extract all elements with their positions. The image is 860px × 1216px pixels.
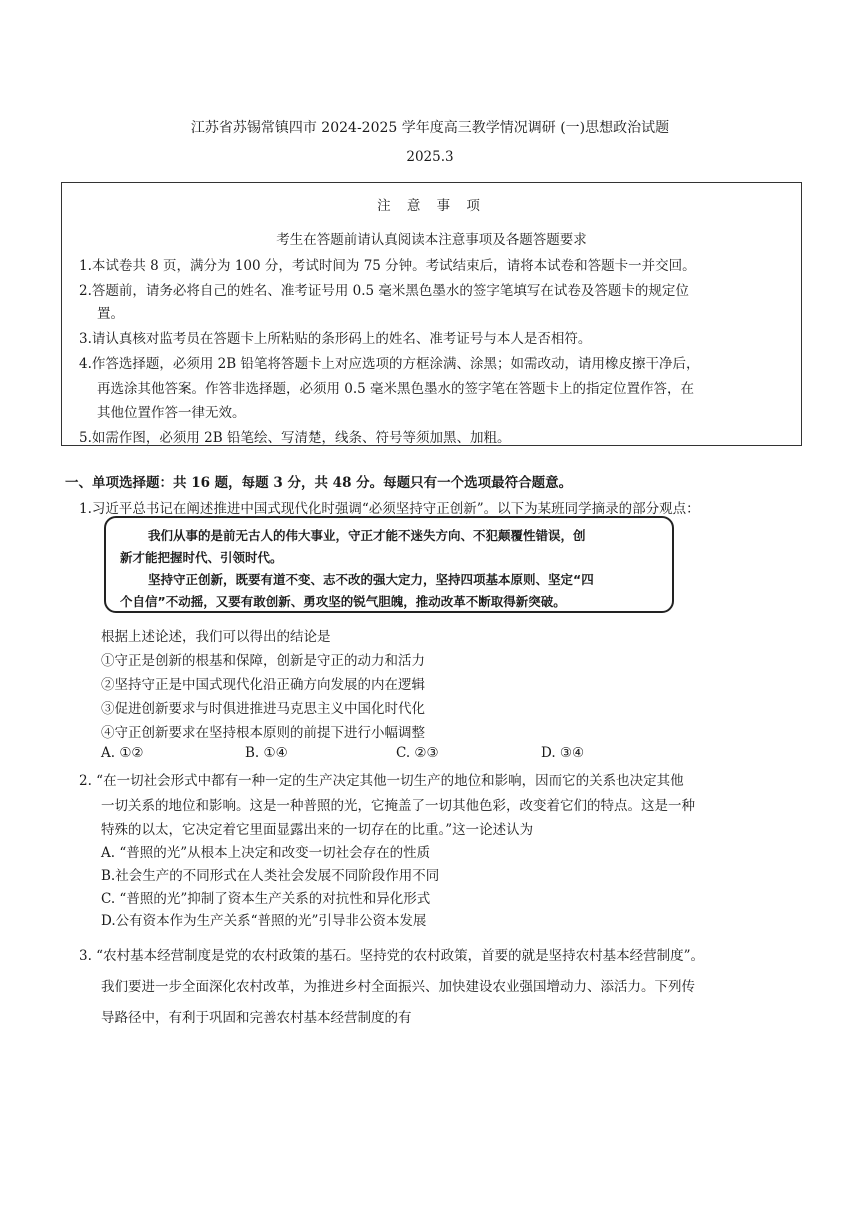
- q1-statement-1: ①守正是创新的根基和保障，创新是守正的动力和活力: [101, 653, 425, 669]
- q2-option-d: D.公有资本作为生产关系“普照的光”引导非公资本发展: [101, 913, 427, 929]
- notice-item-4-cont-2: 其他位置作答一律无效。: [97, 405, 246, 421]
- notice-item-4-cont-1: 再选涂其他答案。作答非选择题，必须用 0.5 毫米黑色墨水的签字笔在答题卡上的指定位置作答，在: [97, 381, 695, 397]
- q1-quote-line-1: 我们从事的是前无古人的伟大事业，守正才能不迷失方向、不犯颠覆性错误，创: [148, 528, 586, 543]
- q2-option-b: B.社会生产的不同形式在人类社会发展不同阶段作用不同: [101, 868, 440, 884]
- exam-title: 江苏省苏锡常镇四市 2024-2025 学年度高三教学情况调研 (一)思想政治试题: [190, 120, 670, 136]
- q1-prompt: 根据上述论述，我们可以得出的结论是: [101, 629, 331, 645]
- q2-stem-line-3: 特殊的以太，它决定着它里面显露出来的一切存在的比重。”这一论述认为: [101, 822, 534, 838]
- notice-item-5: 5.如需作图，必须用 2B 铅笔绘、写清楚，线条、符号等须加黑、加粗。: [79, 430, 511, 446]
- notice-item-3: 3.请认真核对监考员在答题卡上所粘贴的条形码上的姓名、准考证号与本人是否相符。: [79, 331, 592, 347]
- q1-quote-line-4: 个自信”不动摇，又要有敢创新、勇攻坚的锐气胆魄，推动改革不断取得新突破。: [120, 594, 566, 609]
- q2-option-a: A. “普照的光”从根本上决定和改变一切社会存在的性质: [101, 845, 431, 861]
- q3-stem-line-2: 我们要进一步全面深化农村改革，为推进乡村全面振兴、加快建设农业强国增动力、添活力。下列传: [101, 979, 695, 995]
- q2-stem-line-2: 一切关系的地位和影响。这是一种普照的光，它掩盖了一切其他色彩，改变着它们的特点。这是一种: [101, 798, 695, 814]
- notice-item-2-cont: 置。: [97, 306, 124, 322]
- q1-quote-line-3: 坚持守正创新，既要有道不变、志不改的强大定力，坚持四项基本原则、坚定“四: [148, 572, 594, 587]
- q1-option-c: C. ②③: [396, 745, 439, 761]
- exam-date: 2025.3: [406, 149, 454, 165]
- q1-option-a: A. ①②: [101, 745, 144, 761]
- q1-quote-line-2: 新才能把握时代、引领时代。: [120, 550, 283, 565]
- q2-option-c: C. “普照的光”抑制了资本生产关系的对抗性和异化形式: [101, 891, 431, 907]
- q1-statement-2: ②坚持守正是中国式现代化沿正确方向发展的内在逻辑: [101, 677, 425, 693]
- q2-stem-line-1: 2. “在一切社会形式中都有一种一定的生产决定其他一切生产的地位和影响，因而它的关系也决定其他: [79, 773, 684, 789]
- notice-item-2: 2.答题前，请务必将自己的姓名、准考证号用 0.5 毫米黑色墨水的签字笔填写在试卷及答题卡的规定位: [79, 283, 689, 299]
- notice-item-1: 1.本试卷共 8 页，满分为 100 分，考试时间为 75 分钟。考试结束后，请将本试卷和答题卡一并交回。: [79, 258, 696, 274]
- q3-stem-line-1: 3. “农村基本经营制度是党的农村政策的基石。坚持党的农村政策，首要的就是坚持农村基本经营制度”。: [79, 948, 704, 964]
- notice-item-4: 4.作答选择题，必须用 2B 铅笔将答题卡上对应选项的方框涂满、涂黑；如需改动，请用橡皮擦干净后，: [79, 356, 700, 372]
- q1-statement-3: ③促进创新要求与时俱进推进马克思主义中国化时代化: [101, 701, 425, 717]
- q1-option-b: B. ①④: [245, 745, 288, 761]
- q1-statement-4: ④守正创新要求在坚持根本原则的前提下进行小幅调整: [101, 725, 425, 741]
- notice-subtitle: 考生在答题前请认真阅读本注意事项及各题答题要求: [276, 232, 587, 248]
- q3-stem-line-3: 导路径中，有利于巩固和完善农村基本经营制度的有: [101, 1010, 412, 1026]
- notice-title: 注 意 事 项: [377, 198, 486, 214]
- q1-stem: 1.习近平总书记在阐述推进中国式现代化时强调“必须坚持守正创新”。以下为某班同学摘录的部分观点：: [79, 501, 700, 517]
- section-heading: 一、单项选择题：共 16 题，每题 3 分，共 48 分。每题只有一个选项最符合题意。: [65, 475, 573, 491]
- q1-option-d: D. ③④: [541, 745, 585, 761]
